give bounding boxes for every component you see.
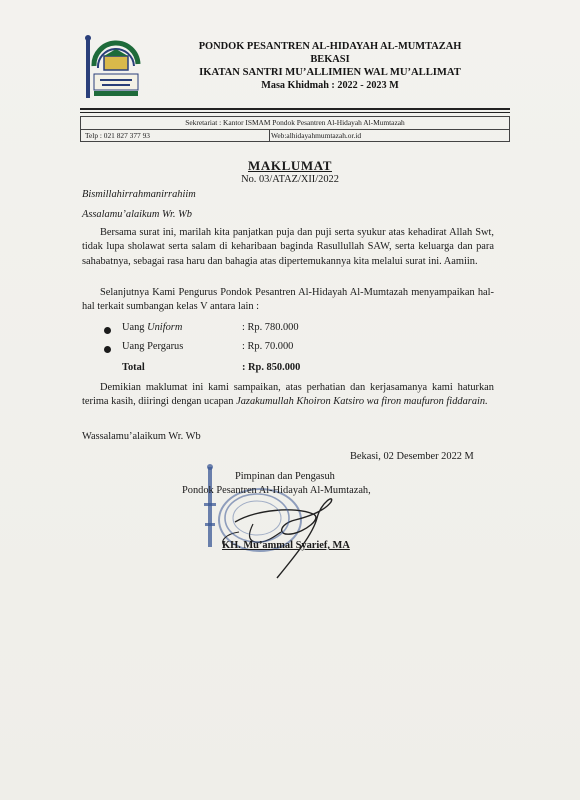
letter-title: MAKLUMAT	[248, 158, 332, 173]
bullet-icon	[104, 327, 111, 334]
letterhead	[80, 34, 510, 104]
closing-text: Demikian maklumat ini kami sampaikan, atas perhatian dan kerjasamanya kami haturkan terima kasih, diiringi dengan ucapan	[82, 382, 494, 408]
fee-item-amount: : Rp. 780.000	[242, 322, 299, 333]
organization-name: IKATAN SANTRI MU’ALLIMIEN WAL MU’ALLIMAT	[199, 67, 461, 78]
place-date: Bekasi, 02 Desember 2022 M	[350, 451, 474, 462]
paragraph-closing	[82, 381, 494, 410]
signatory-name: KH. Mu’ammal Syarief, MA	[222, 540, 350, 551]
opening-greeting: Assalamu’alaikum Wr. Wb	[82, 209, 192, 220]
total-label: Total	[122, 362, 145, 373]
signatory-institution: Pondok Pesantren Al-Hidayah Al-Mumtazah,	[182, 485, 371, 496]
fee-label-italic: Uniform	[147, 322, 183, 333]
phone-number: Telp : 021 827 377 93	[85, 131, 150, 140]
letterhead-text	[150, 40, 510, 92]
fee-item-amount: : Rp. 70.000	[242, 341, 294, 352]
bullet-icon	[104, 346, 111, 353]
basmalah: Bismillahirrahmanirrahiim	[82, 189, 196, 200]
closing-greeting: Wassalamu’alaikum Wr. Wb	[82, 431, 201, 442]
fee-item-label	[122, 322, 182, 333]
letterhead-rule-thin	[80, 112, 510, 113]
fee-label-prefix: Uang	[122, 322, 148, 333]
term-period: Masa Khidmah : 2022 - 2023 M	[261, 80, 399, 91]
institution-name: PONDOK PESANTREN AL-HIDAYAH AL-MUMTAZAH	[198, 41, 462, 52]
handwritten-signature	[195, 462, 355, 582]
contact-box	[80, 116, 510, 142]
paragraph-opening: Bersama surat ini, marilah kita panjatkan puja dan puji serta syukur atas kehadirat Allah Swt, tidak lupa sholawat serta salam di keharibaan baginda Rasullullah SAW, serta keluarga dan para sahabatnya, sebagai rasa haru dan bahagia atas dipertemukannya kita melalui surat ini. Aamiin.	[82, 227, 494, 267]
pesantren-logo-icon	[80, 34, 142, 100]
closing-prayer: Jazakumullah Khoiron Katsiro wa firon maufuron fiddarain.	[236, 396, 488, 408]
signatory-role: Pimpinan dan Pengasuh	[235, 471, 335, 482]
fee-item-label: Uang Pergarus	[122, 341, 184, 352]
institution-city: BEKASI	[310, 54, 350, 65]
letterhead-rule-thick	[80, 108, 510, 110]
total-amount: : Rp. 850.000	[242, 362, 301, 373]
website: Web:alhidayahmumtazah.or.id	[271, 131, 362, 140]
secretariat-address: Sekretariat : Kantor ISMAM Pondok Pesantren Al-Hidayah Al-Mumtazah	[185, 118, 405, 127]
contact-divider-vertical	[269, 129, 270, 141]
paragraph-announcement: Selanjutnya Kami Pengurus Pondok Pesantren Al-Hidayah Al-Mumtazah menyampaikan hal- hal terkait sumbangan kelas V antara lain :	[82, 287, 494, 313]
letter-number: No. 03/ATAZ/XII/2022	[241, 174, 339, 185]
